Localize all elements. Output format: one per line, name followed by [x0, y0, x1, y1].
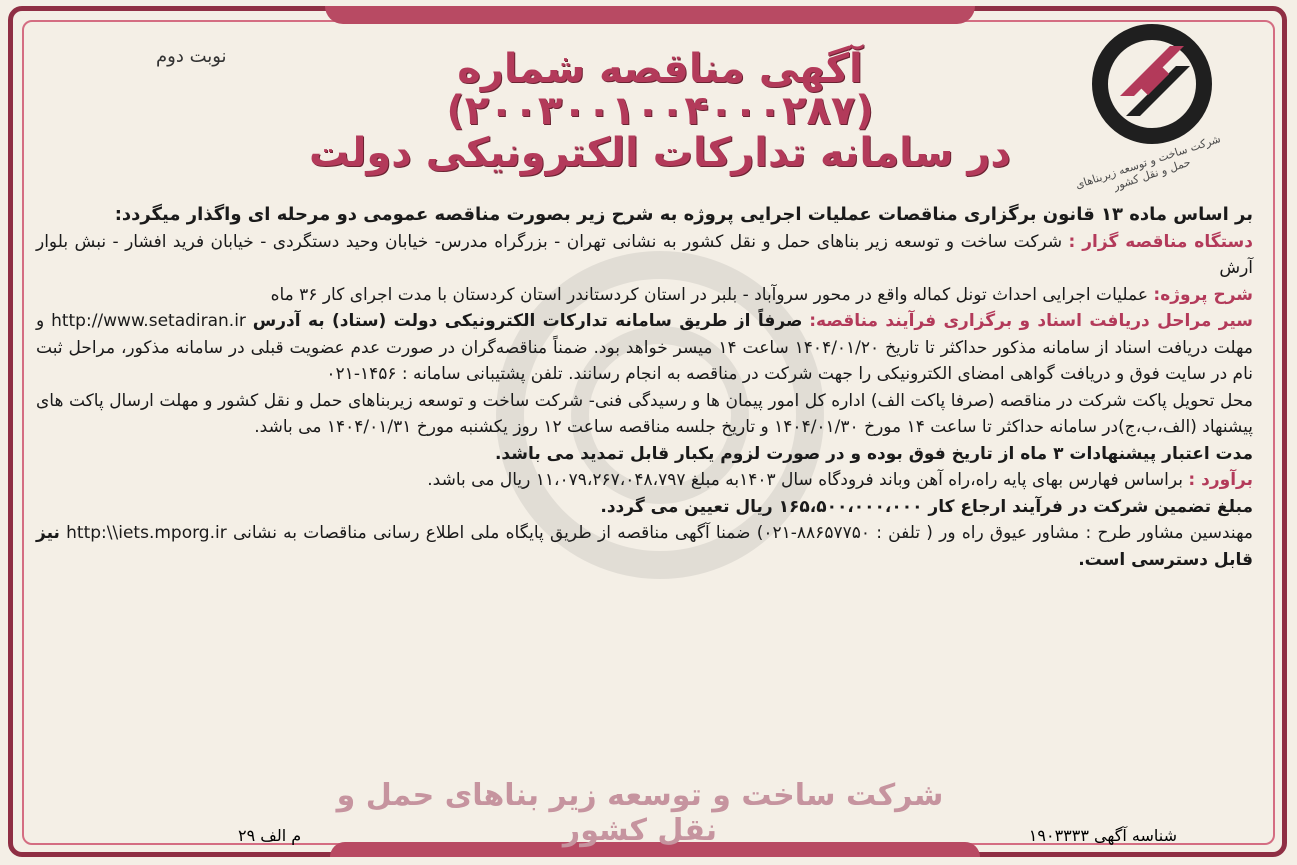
notice-title: [270, 48, 1050, 174]
intro-text: بر اساس ماده ۱۳ قانون برگزاری مناقصات عملیات اجرایی پروژه به شرح زیر بصورت مناقصه عمومی دو مرحله ای واگذار میگردد:: [114, 204, 1253, 225]
process-url: http://www.setadiran.ir: [51, 311, 246, 331]
guarantee-paragraph: مبلغ تضمین شرکت در فرآیند ارجاع کار ۱۶۵،۵۰۰،۰۰۰،۰۰۰ ریال تعیین می گردد.: [600, 496, 1253, 517]
estimate-text: براساس فهارس بهای پایه راه،راه آهن وباند فرودگاه سال ۱۴۰۳به مبلغ ۱۱،۰۷۹،۲۶۷،۰۴۸،۷۹۷ ریال می باشد.: [427, 470, 1183, 490]
consultant-paragraph: [36, 520, 1253, 573]
footer-organization: شرکت ساخت و توسعه زیر بناهای حمل و نقل کشور: [336, 778, 944, 848]
estimate-paragraph: [36, 467, 1253, 494]
top-decorative-band: [325, 6, 975, 24]
project-label: شرح پروژه:: [1153, 284, 1253, 305]
round-label: نوبت دوم: [156, 46, 227, 67]
title-line-2: در سامانه تدارکات الکترونیکی دولت: [309, 130, 1011, 176]
consultant-url: http:\\iets.mporg.ir: [66, 523, 227, 543]
process-paragraph: [36, 308, 1253, 388]
title-line-1: آگهی مناقصه شماره (۲۰۰۳۰۰۱۰۰۴۰۰۰۲۸۷): [446, 46, 874, 134]
consultant-text: مهندسین مشاور طرح : مشاور عیوق راه ور ( تلفن : ۸۸۶۵۷۷۵۰-۰۲۱) ضمنا آگهی مناقصه از طریق پایگاه ملی اطلاع رسانی مناقصات به نشانی: [232, 523, 1254, 543]
logo-caption: شرکت ساخت و توسعه زیربناهای حمل و نقل کشور: [1073, 132, 1223, 193]
process-label: سیر مراحل دریافت اسناد و برگزاری فرآیند مناقصه:: [809, 311, 1254, 331]
organizer-text: شرکت ساخت و توسعه زیر بناهای حمل و نقل کشور به نشانی تهران - بزرگراه مدرس- خیابان وحید دستگردی - خیابان فرید افشار - نبش بلوار آرش: [36, 231, 1253, 278]
project-text: عملیات اجرایی احداث تونل کماله واقع در محور سروآباد - بلبر در استان کردستاندر استان کردستان با مدت اجرای کار ۳۶ ماه: [270, 284, 1148, 305]
process-bold: صرفاً از طریق سامانه تدارکات الکترونیکی دولت (ستاد) به آدرس: [252, 311, 803, 331]
validity-paragraph: مدت اعتبار پیشنهادات ۳ ماه از تاریخ فوق بوده و در صورت لزوم یکبار قابل تمدید می باشد.: [494, 443, 1253, 464]
company-logo-icon: [1092, 24, 1212, 144]
delivery-paragraph: محل تحویل پاکت شرکت در مناقصه (صرفا پاکت الف) اداره کل امور پیمان ها و رسیدگی فنی- شرکت ساخت و توسعه زیربناهای حمل و نقل کشور و مهلت ارسال پاکت های پیشنهاد (الف،ب،ج)در سامانه حداکثر تا ساعت ۱۴ مورخ ۱۴۰۴/۰۱/۳۰ و تاریخ جلسه مناقصه ساعت ۱۲ روز یکشنبه مورخ ۱۴۰۴/۰۱/۳۱ می باشد.: [36, 390, 1253, 437]
ad-id: شناسه آگهی ۱۹۰۳۳۳۳: [1028, 826, 1177, 845]
process-text: و مهلت دریافت اسناد از سامانه مذکور حداکثر تا تاریخ ۱۴۰۴/۰۱/۲۰ ساعت ۱۴ میسر خواهد بود. ضمناً مناقصه‌گران در صورت عدم عضویت قبلی در سامانه مذکور، مراحل ثبت نام در سایت فوق و دریافت گواهی امضای الکترونیکی را جهت شرکت در مناقصه به انجام رسانند. تلفن پشتیبانی سامانه : ۱۴۵۶-۰۲۱: [36, 311, 1253, 384]
ad-code: م الف ۲۹: [238, 826, 302, 845]
notice-body: [36, 202, 1253, 573]
project-paragraph: [36, 282, 1253, 309]
consultant-tail: نیز قابل دسترسی است.: [36, 523, 1253, 570]
organizer-paragraph: [36, 229, 1253, 282]
estimate-label: برآورد :: [1188, 470, 1253, 490]
organizer-label: دستگاه مناقصه گزار :: [1068, 231, 1253, 252]
